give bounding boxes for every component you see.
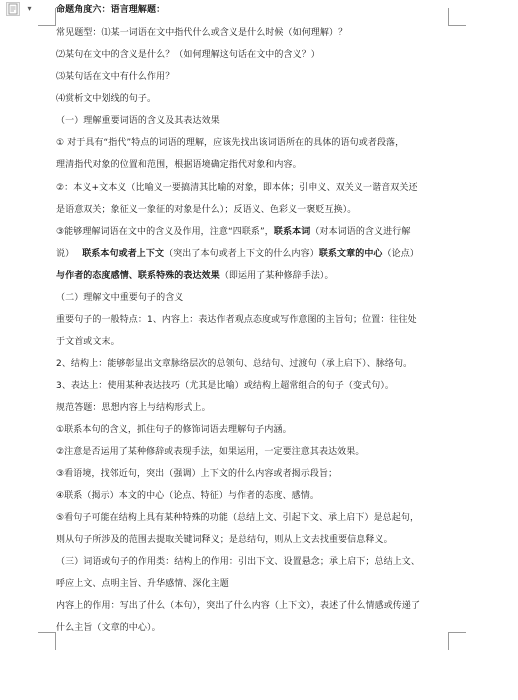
text-line: 重要句子的一般特点：1、内容上：表达作者观点态度或写作意图的主旨句；位置：往往处 (56, 315, 417, 325)
text-run: 说） (56, 249, 75, 259)
text-line: ④联系（揭示）本文的中心（论点、特征）与作者的态度、感情。 (56, 491, 319, 501)
text-run: ③能够理解词语在文中的含义及作用，注意“四联系”， (56, 227, 274, 237)
text-run: （论点） (382, 249, 419, 259)
text-line: 理清指代对象的位置和范围，根据语境确定指代对象和内容。 (56, 160, 302, 170)
text-line: ⑵某句在文中的含义是什么？（如何理解这句话在文中的含义？） (56, 50, 320, 60)
text-line: 什么主旨（文章的中心）。 (56, 623, 161, 633)
text-line: 于文首或文末。 (56, 337, 120, 347)
text-line: 呼应上文、点明主旨、升华感情、深化主题 (56, 579, 229, 589)
heading-question-type: 命题角度六：语言理解题： (56, 5, 166, 15)
text-line: ① 对于具有“指代”特点的词语的理解，应该先找出该词语所在的具体的语句或者段落， (56, 138, 405, 148)
crop-mark-top-left (38, 8, 56, 26)
text-line: ②：本义+文本义（比喻义一要搞清其比喻的对象，即本体；引申义、双关义一谐音双关还 (56, 183, 418, 193)
text-line (56, 270, 452, 282)
text-line: ③看语境，找邻近句，突出（强调）上下文的什么内容或者揭示段旨； (56, 469, 338, 479)
document-icon[interactable] (6, 2, 20, 16)
text-run: （对本词语的含义进行解 (310, 227, 411, 237)
text-line: 则从句子所涉及的范围去提取关键词释义；是总结句，则从上文去找重要信息释义。 (56, 535, 393, 545)
text-line: 常见题型：⑴某一词语在文中指代什么或含义是什么时候（如何理解）？ (56, 28, 348, 38)
bold-text-run: 联系本词 (273, 227, 311, 237)
text-run: （即运用了某种修辞手法）。 (219, 271, 334, 281)
section-heading: （一）理解重要词语的含义及其表达效果 (56, 116, 220, 126)
bold-text-run: 与作者的态度感情、联系特殊的表达效果 (56, 271, 220, 281)
text-line: ⑶某句话在文中有什么作用？ (56, 72, 175, 82)
bold-text-run: 联系文章的中心 (318, 249, 383, 259)
section-heading: （三）词语或句子的作用类：结构上的作用：引出下文、设置悬念；承上启下；总结上文、 (56, 557, 421, 567)
text-line: ⑤看句子可能在结构上具有某种特殊的功能（总结上文、引起下文、承上启下）是总起句， (56, 513, 420, 523)
crop-mark-bottom-right (448, 632, 466, 650)
crop-mark-bottom-left (38, 632, 56, 650)
text-line: ①联系本句的含义，抓住句子的修饰词语去理解句子内涵。 (56, 425, 292, 435)
text-line: 规范答题：思想内容上与结构形式上。 (56, 403, 211, 413)
text-line: 是语意双关；象征义一象征的对象是什么）；反语义、色彩义一褒贬互换）。 (56, 205, 357, 215)
text-line (56, 248, 452, 260)
text-line: 3、表达上：使用某种表达技巧（尤其是比喻）或结构上超常组合的句子（变式句）。 (56, 381, 395, 391)
dropdown-arrow-icon[interactable]: ▾ (27, 4, 32, 13)
text-line (56, 226, 452, 238)
text-run: （突出了本句或者上下文的什么内容） (164, 249, 319, 259)
text-line: ⑷赏析文中划线的句子。 (56, 94, 157, 104)
text-line: 内容上的作用：写出了什么（本句），突出了什么内容（上下文），表述了什么情感或传递了 (56, 601, 421, 611)
bold-text-run: 联系本句或者上下文 (82, 249, 165, 259)
text-line: ②注意是否运用了某种修辞或表现手法，如果运用，一定要注意其表达效果。 (56, 447, 365, 457)
section-heading: （二）理解文中重要句子的含义 (56, 293, 184, 303)
text-line: 2、结构上：能够彰显出文章脉络层次的总领句、总结句、过渡句（承上启下）、脉络句。 (56, 359, 413, 369)
